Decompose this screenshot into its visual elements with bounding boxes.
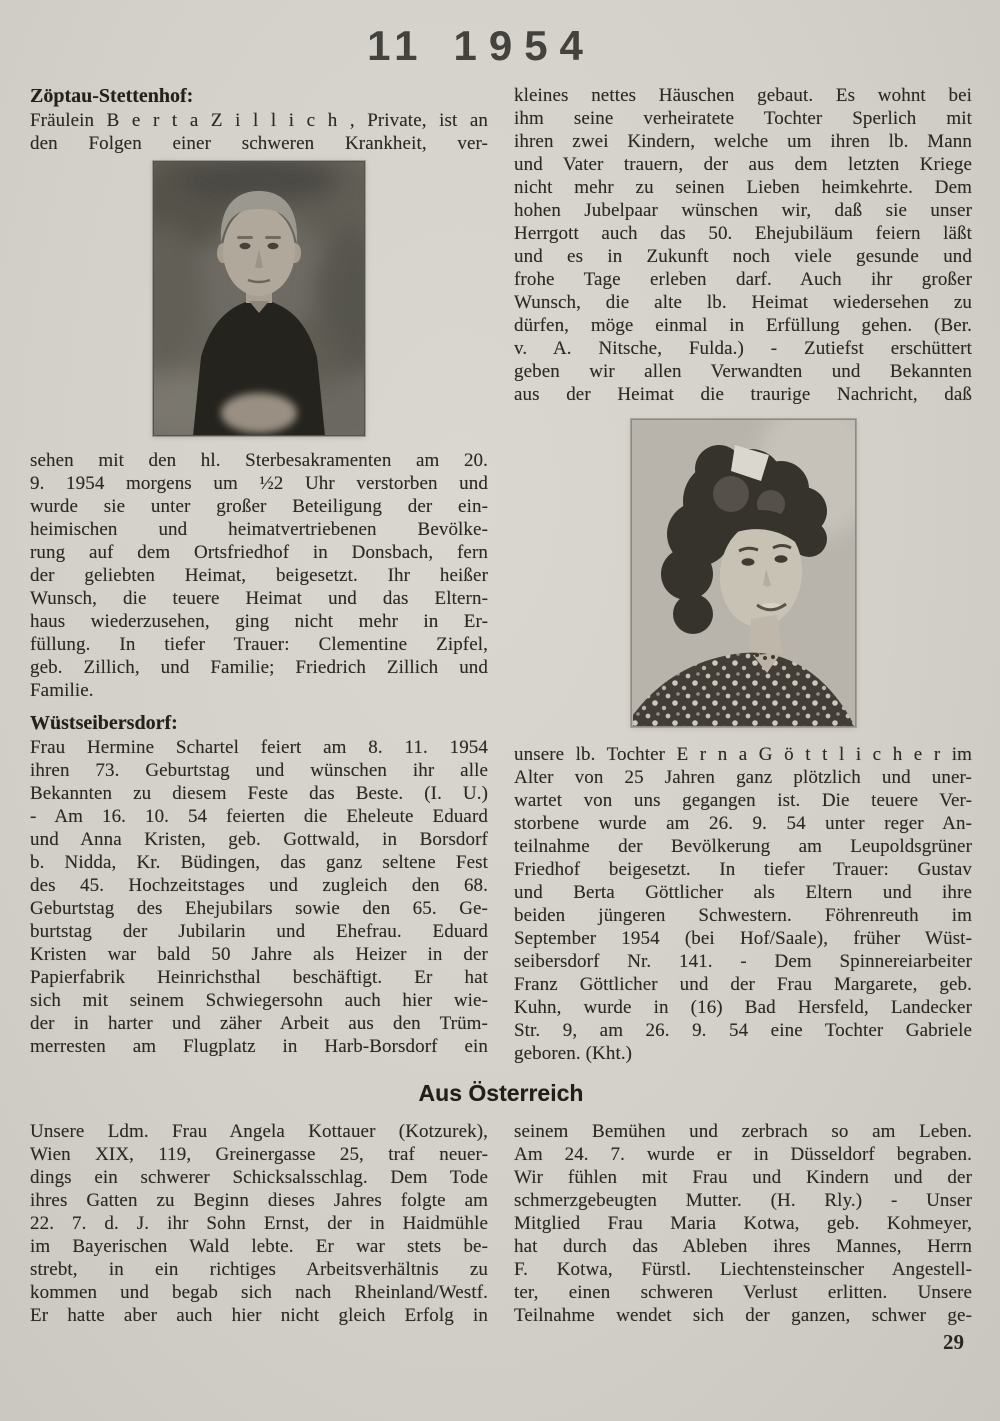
right-column (514, 84, 972, 1065)
text-line: und Vater trauern, der aus dem letzten Kriege (514, 154, 972, 175)
text-line: Friedhof beigesetzt. In tiefer Trauer: Gustav (514, 859, 972, 880)
text-line: Herrgott auch das 50. Ehejubiläum feiern läßt (514, 223, 972, 244)
text-line: teilnahme der Bevölkerung am Leupoldsgrüner (514, 836, 972, 857)
text-line: v. A. Nitsche, Fulda.) - Zutiefst erschüttert (514, 338, 972, 359)
text-line: Wunsch, die alte lb. Heimat wiedersehen zu (514, 292, 972, 313)
text-line: ihren 73. Geburtstag und wünschen ihr alle (30, 760, 488, 781)
text-line: September 1954 (bei Hof/Saale), früher Wüst- (514, 928, 972, 949)
text-line: dings ein schwerer Schicksalsschlag. Dem Tode (30, 1167, 488, 1188)
text-line: füllung. In tiefer Trauer: Clementine Zipfel, (30, 634, 488, 655)
text-line: 9. 1954 morgens um ½2 Uhr verstorben und (30, 473, 488, 494)
text-line: Geburtstag des Ehejubilars sowie den 65. Ge- (30, 898, 488, 919)
text-line: seinem Bemühen und zerbrach so am Leben. (514, 1121, 972, 1142)
text-line: der geliebten Heimat, beigesetzt. Ihr heißer (30, 565, 488, 586)
text-line: seibersdorf Nr. 141. - Dem Spinnereiarbeiter (514, 951, 972, 972)
text-line: frohe Tage erleben darf. Auch ihr großer (514, 269, 972, 290)
text-line: unsere lb. Tochter E r n a G ö t t l i c h e r im (514, 744, 972, 765)
page-number: 29 (943, 1330, 964, 1354)
austria-columns (30, 1120, 972, 1327)
text-line: Am 24. 7. wurde er in Düsseldorf begraben. (514, 1144, 972, 1165)
text-line: beiden jüngeren Schwestern. Föhrenreuth im (514, 905, 972, 926)
text-line: ihres Gatten zu Beginn dieses Jahres folgte am (30, 1190, 488, 1211)
text-line: Mitglied Frau Maria Kotwa, geb. Kohmeyer, (514, 1213, 972, 1234)
text-line: sich mit seinem Schwiegersohn auch hier wie- (30, 990, 488, 1011)
text-line: hohen Jubelpaar wünschen wir, daß sie unser (514, 200, 972, 221)
text-line: wurde sie unter großer Beteiligung der ein- (30, 496, 488, 517)
text-line: Unsere Ldm. Frau Angela Kottauer (Kotzurek), (30, 1121, 488, 1142)
text-line: Franz Göttlicher und der Frau Margarete, geb. (514, 974, 972, 995)
text-line: storbene wurde am 26. 9. 54 unter reger An- (514, 813, 972, 834)
text-line: sehen mit den hl. Sterbesakramenten am 20. (30, 450, 488, 471)
section-heading-zoeptau-stettenhof: Zöptau-Stettenhof: (30, 85, 194, 107)
text-line: Wien XIX, 119, Greinergasse 25, traf neuer- (30, 1144, 488, 1165)
austria-left-column (30, 1120, 488, 1327)
text-line: des 45. Hochzeitstages und zugleich den 68. (30, 875, 488, 896)
text-line: Frau Hermine Schartel feiert am 8. 11. 1954 (30, 737, 488, 758)
text-line: Papierfabrik Heinrichsthal beschäftigt. Er hat (30, 967, 488, 988)
portrait-photo-berta-zillich-image (153, 161, 365, 436)
issue-month: 11 (367, 22, 424, 69)
text-line: kommen und begab sich nach Rheinland/Westf. (30, 1282, 488, 1303)
text-line: strebt, in ein richtiges Arbeitsverhältnis zu (30, 1259, 488, 1280)
text-line: Kristen war bald 50 Jahre als Heizer in der (30, 944, 488, 965)
text-line: Wunsch, die teuere Heimat und das Eltern- (30, 588, 488, 609)
text-line: ihm seine verheiratete Tochter Sperlich mit (514, 108, 972, 129)
wuestseibersdorf-paragraph (30, 736, 488, 1058)
text-line: hat durch das Ableben ihres Mannes, Herrn (514, 1236, 972, 1257)
text-line: Kuhn, wurde in (16) Bad Hersfeld, Landecker (514, 997, 972, 1018)
text-line: wartet von uns gegangen ist. Die teuere Ver- (514, 790, 972, 811)
portrait-photo-erna-goettlicher (631, 419, 856, 727)
text-line: und Anna Kristen, geb. Gottwald, in Borsdorf (30, 829, 488, 850)
text-line: geboren. (Kht.) (514, 1043, 633, 1064)
text-line: Str. 9, am 26. 9. 54 eine Tochter Gabriele (514, 1020, 972, 1041)
text-line: im Bayerischen Wald lebte. Er war stets be- (30, 1236, 488, 1257)
text-line: 22. 7. d. J. ihr Sohn Ernst, der in Haidmühle (30, 1213, 488, 1234)
main-columns (30, 84, 972, 1065)
text-line: merresten am Flugplatz in Harb-Borsdorf ein (30, 1036, 488, 1057)
portrait-photo-berta-zillich (153, 161, 365, 436)
text-line: und Berta Göttlicher als Eltern und ihre (514, 882, 972, 903)
right-top-paragraph (514, 84, 972, 406)
text-line: heimischen und heimatvertriebenen Bevölke- (30, 519, 488, 540)
austria-right-column (514, 1120, 972, 1327)
text-line: - Am 16. 10. 54 feierten die Eheleute Eduard (30, 806, 488, 827)
portrait-photo-erna-goettlicher-image (631, 419, 856, 727)
text-line: und es in Zukunft noch viele gesunde und (514, 246, 972, 267)
text-line: den Folgen einer schweren Krankheit, ver- (30, 133, 488, 154)
text-line: dürfen, möge einmal in Erfüllung gehen. (Ber. (514, 315, 972, 336)
text-line: Er hatte aber auch hier nicht gleich Erfolg in (30, 1305, 488, 1326)
zoeptau-continuation-paragraph (30, 449, 488, 702)
text-line: rung auf dem Ortsfriedhof in Donsbach, fern (30, 542, 488, 563)
text-line: kleines nettes Häuschen gebaut. Es wohnt bei (514, 85, 972, 106)
austria-right-paragraph (514, 1120, 972, 1327)
austria-left-paragraph (30, 1120, 488, 1327)
text-line: aus der Heimat die traurige Nachricht, daß (514, 384, 972, 405)
text-line: Alter von 25 Jahren ganz plötzlich und uner- (514, 767, 972, 788)
issue-year: 1954 (453, 22, 595, 69)
text-line: b. Nidda, Kr. Büdingen, das ganz seltene Fest (30, 852, 488, 873)
right-bottom-paragraph (514, 743, 972, 1065)
text-line: nicht mehr zu seinen Lieben heimkehrte. Dem (514, 177, 972, 198)
zoeptau-intro-paragraph (30, 109, 488, 155)
text-line: Wir fühlen mit Frau und Kindern und der (514, 1167, 972, 1188)
text-line: haus wiederzusehen, ging nicht mehr in Er- (30, 611, 488, 632)
text-line: ter, einen schweren Verlust erlitten. Unsere (514, 1282, 972, 1303)
issue-date-stamp (10, 24, 952, 84)
left-column (30, 84, 488, 1065)
text-line: ihren zwei Kindern, welche um ihren lb. Mann (514, 131, 972, 152)
text-line: schmerzgebeugten Mutter. (H. Rly.) - Unser (514, 1190, 972, 1211)
text-line: burtstag der Jubilarin und Ehefrau. Eduard (30, 921, 488, 942)
text-line: Fräulein B e r t a Z i l l i c h , Private, ist an (30, 110, 488, 131)
text-line: F. Kotwa, Fürstl. Liechtensteinscher Angestell- (514, 1259, 972, 1280)
text-line: geben wir allen Verwandten und Bekannten (514, 361, 972, 382)
text-line: Bekannten zu diesem Feste das Beste. (I. U.) (30, 783, 488, 804)
section-heading-wuestseibersdorf: Wüstseibersdorf: (30, 712, 178, 734)
text-line: Teilnahme wendet sich der ganzen, schwer ge- (514, 1305, 972, 1326)
text-line: der in harter und zäher Arbeit aus den Trüm- (30, 1013, 488, 1034)
austria-section-heading: Aus Österreich (418, 1080, 584, 1106)
text-line: Familie. (30, 680, 94, 701)
text-line: geb. Zillich, und Familie; Friedrich Zillich und (30, 657, 488, 678)
